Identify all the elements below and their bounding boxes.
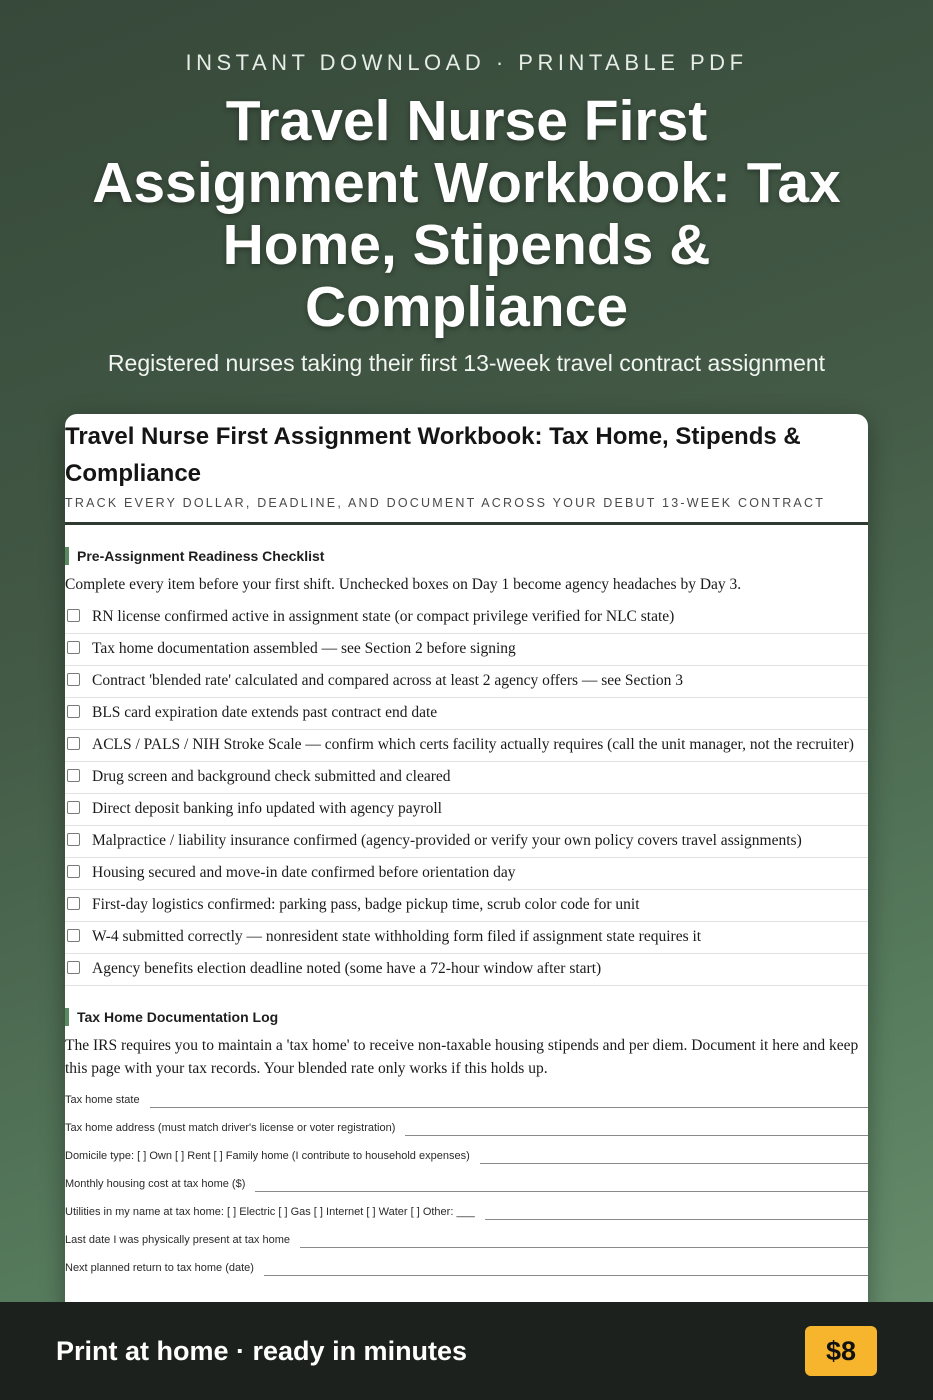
readiness-checklist	[65, 602, 868, 986]
checklist-item-label: RN license confirmed active in assignment state (or compact privilege verified for NLC state)	[92, 608, 675, 625]
checklist-item	[65, 698, 868, 730]
form-field	[65, 1248, 868, 1276]
checklist-item	[65, 602, 868, 634]
checklist-item-label: W-4 submitted correctly — nonresident state withholding form filed if assignment state requires it	[92, 928, 702, 945]
price-badge[interactable]: $8	[805, 1326, 877, 1376]
field-input-line[interactable]	[300, 1246, 868, 1248]
checklist-item	[65, 634, 868, 666]
checkbox[interactable]	[67, 929, 80, 942]
checklist-item	[65, 954, 868, 986]
checkbox[interactable]	[67, 897, 80, 910]
checklist-item-label: Drug screen and background check submitted and cleared	[92, 768, 451, 785]
checkbox[interactable]	[67, 769, 80, 782]
form-field	[65, 1220, 868, 1248]
field-label: Monthly housing cost at tax home ($)	[65, 1178, 246, 1190]
section-heading-tax-home: Tax Home Documentation Log	[65, 1008, 868, 1026]
checkbox[interactable]	[67, 801, 80, 814]
checklist-item	[65, 730, 868, 762]
footer-tagline: Print at home · ready in minutes	[56, 1336, 468, 1366]
checklist-item-label: Tax home documentation assembled — see Section 2 before signing	[92, 640, 516, 657]
checklist-item	[65, 666, 868, 698]
checkbox[interactable]	[67, 705, 80, 718]
checklist-item-label: Malpractice / liability insurance confirmed (agency-provided or verify your own policy covers travel assignments)	[92, 832, 802, 849]
hero-subtitle: Registered nurses taking their first 13-week travel contract assignment	[107, 350, 826, 376]
field-label: Domicile type: [ ] Own [ ] Rent [ ] Family home (I contribute to household expenses)	[65, 1150, 470, 1162]
checklist-item-label: Contract 'blended rate' calculated and compared across at least 2 agency offers — see Section 3	[92, 672, 684, 689]
checklist-item	[65, 762, 868, 794]
section-heading-checklist: Pre-Assignment Readiness Checklist	[65, 547, 868, 565]
field-input-line[interactable]	[150, 1106, 868, 1108]
checklist-item-label: Housing secured and move-in date confirmed before orientation day	[92, 864, 516, 881]
field-label: Tax home address (must match driver's license or voter registration)	[65, 1122, 396, 1134]
checklist-item-label: BLS card expiration date extends past contract end date	[92, 704, 438, 721]
checklist-item-label: Agency benefits election deadline noted (some have a 72-hour window after start)	[92, 960, 602, 977]
checkbox[interactable]	[67, 673, 80, 686]
checklist-item	[65, 794, 868, 826]
field-label: Utilities in my name at tax home: [ ] Electric [ ] Gas [ ] Internet [ ] Water [ ] Other: ___	[65, 1206, 475, 1218]
checklist-item	[65, 826, 868, 858]
field-input-line[interactable]	[264, 1274, 868, 1276]
eyebrow-label: INSTANT DOWNLOAD · PRINTABLE PDF	[185, 50, 748, 75]
field-label: Tax home state	[65, 1094, 140, 1106]
checklist-item-label: First-day logistics confirmed: parking pass, badge pickup time, scrub color code for unit	[92, 896, 640, 913]
checklist-item-label: ACLS / PALS / NIH Stroke Scale — confirm which certs facility actually requires (call the unit manager, not the recruiter)	[92, 736, 854, 753]
field-input-line[interactable]	[255, 1190, 868, 1192]
checklist-item	[65, 922, 868, 954]
footer-bar	[0, 1302, 933, 1400]
checklist-item	[65, 858, 868, 890]
form-field	[65, 1164, 868, 1192]
checkbox[interactable]	[67, 641, 80, 654]
form-field	[65, 1080, 868, 1108]
section-intro-tax-home: The IRS requires you to maintain a 'tax home' to receive non-taxable housing stipends and per diem. Document it here and keep this page with your tax records. Your blended rate only works if this holds up.	[65, 1037, 859, 1077]
checkbox[interactable]	[67, 833, 80, 846]
field-label: Last date I was physically present at tax home	[65, 1234, 291, 1246]
field-input-line[interactable]	[405, 1134, 868, 1136]
field-input-line[interactable]	[480, 1162, 868, 1164]
checkbox[interactable]	[67, 609, 80, 622]
checklist-item-label: Direct deposit banking info updated with agency payroll	[92, 800, 442, 817]
form-field	[65, 1136, 868, 1164]
hero-title: Travel Nurse First Assignment Workbook: Tax Home, Stipends & Compliance	[92, 89, 841, 339]
checkbox[interactable]	[67, 961, 80, 974]
checkbox[interactable]	[67, 865, 80, 878]
document-subtitle: TRACK EVERY DOLLAR, DEADLINE, AND DOCUMENT ACROSS YOUR DEBUT 13-WEEK CONTRACT	[65, 496, 826, 510]
document-preview	[65, 414, 868, 1314]
checklist-item	[65, 890, 868, 922]
title-divider	[65, 522, 868, 525]
field-input-line[interactable]	[485, 1218, 868, 1220]
tax-home-form	[65, 1080, 868, 1276]
section-intro-checklist: Complete every item before your first shift. Unchecked boxes on Day 1 become agency headaches by Day 3.	[65, 576, 742, 593]
field-label: Next planned return to tax home (date)	[65, 1262, 254, 1274]
document-title: Travel Nurse First Assignment Workbook: Tax Home, Stipends & Compliance	[65, 423, 801, 487]
form-field	[65, 1192, 868, 1220]
form-field	[65, 1108, 868, 1136]
checkbox[interactable]	[67, 737, 80, 750]
